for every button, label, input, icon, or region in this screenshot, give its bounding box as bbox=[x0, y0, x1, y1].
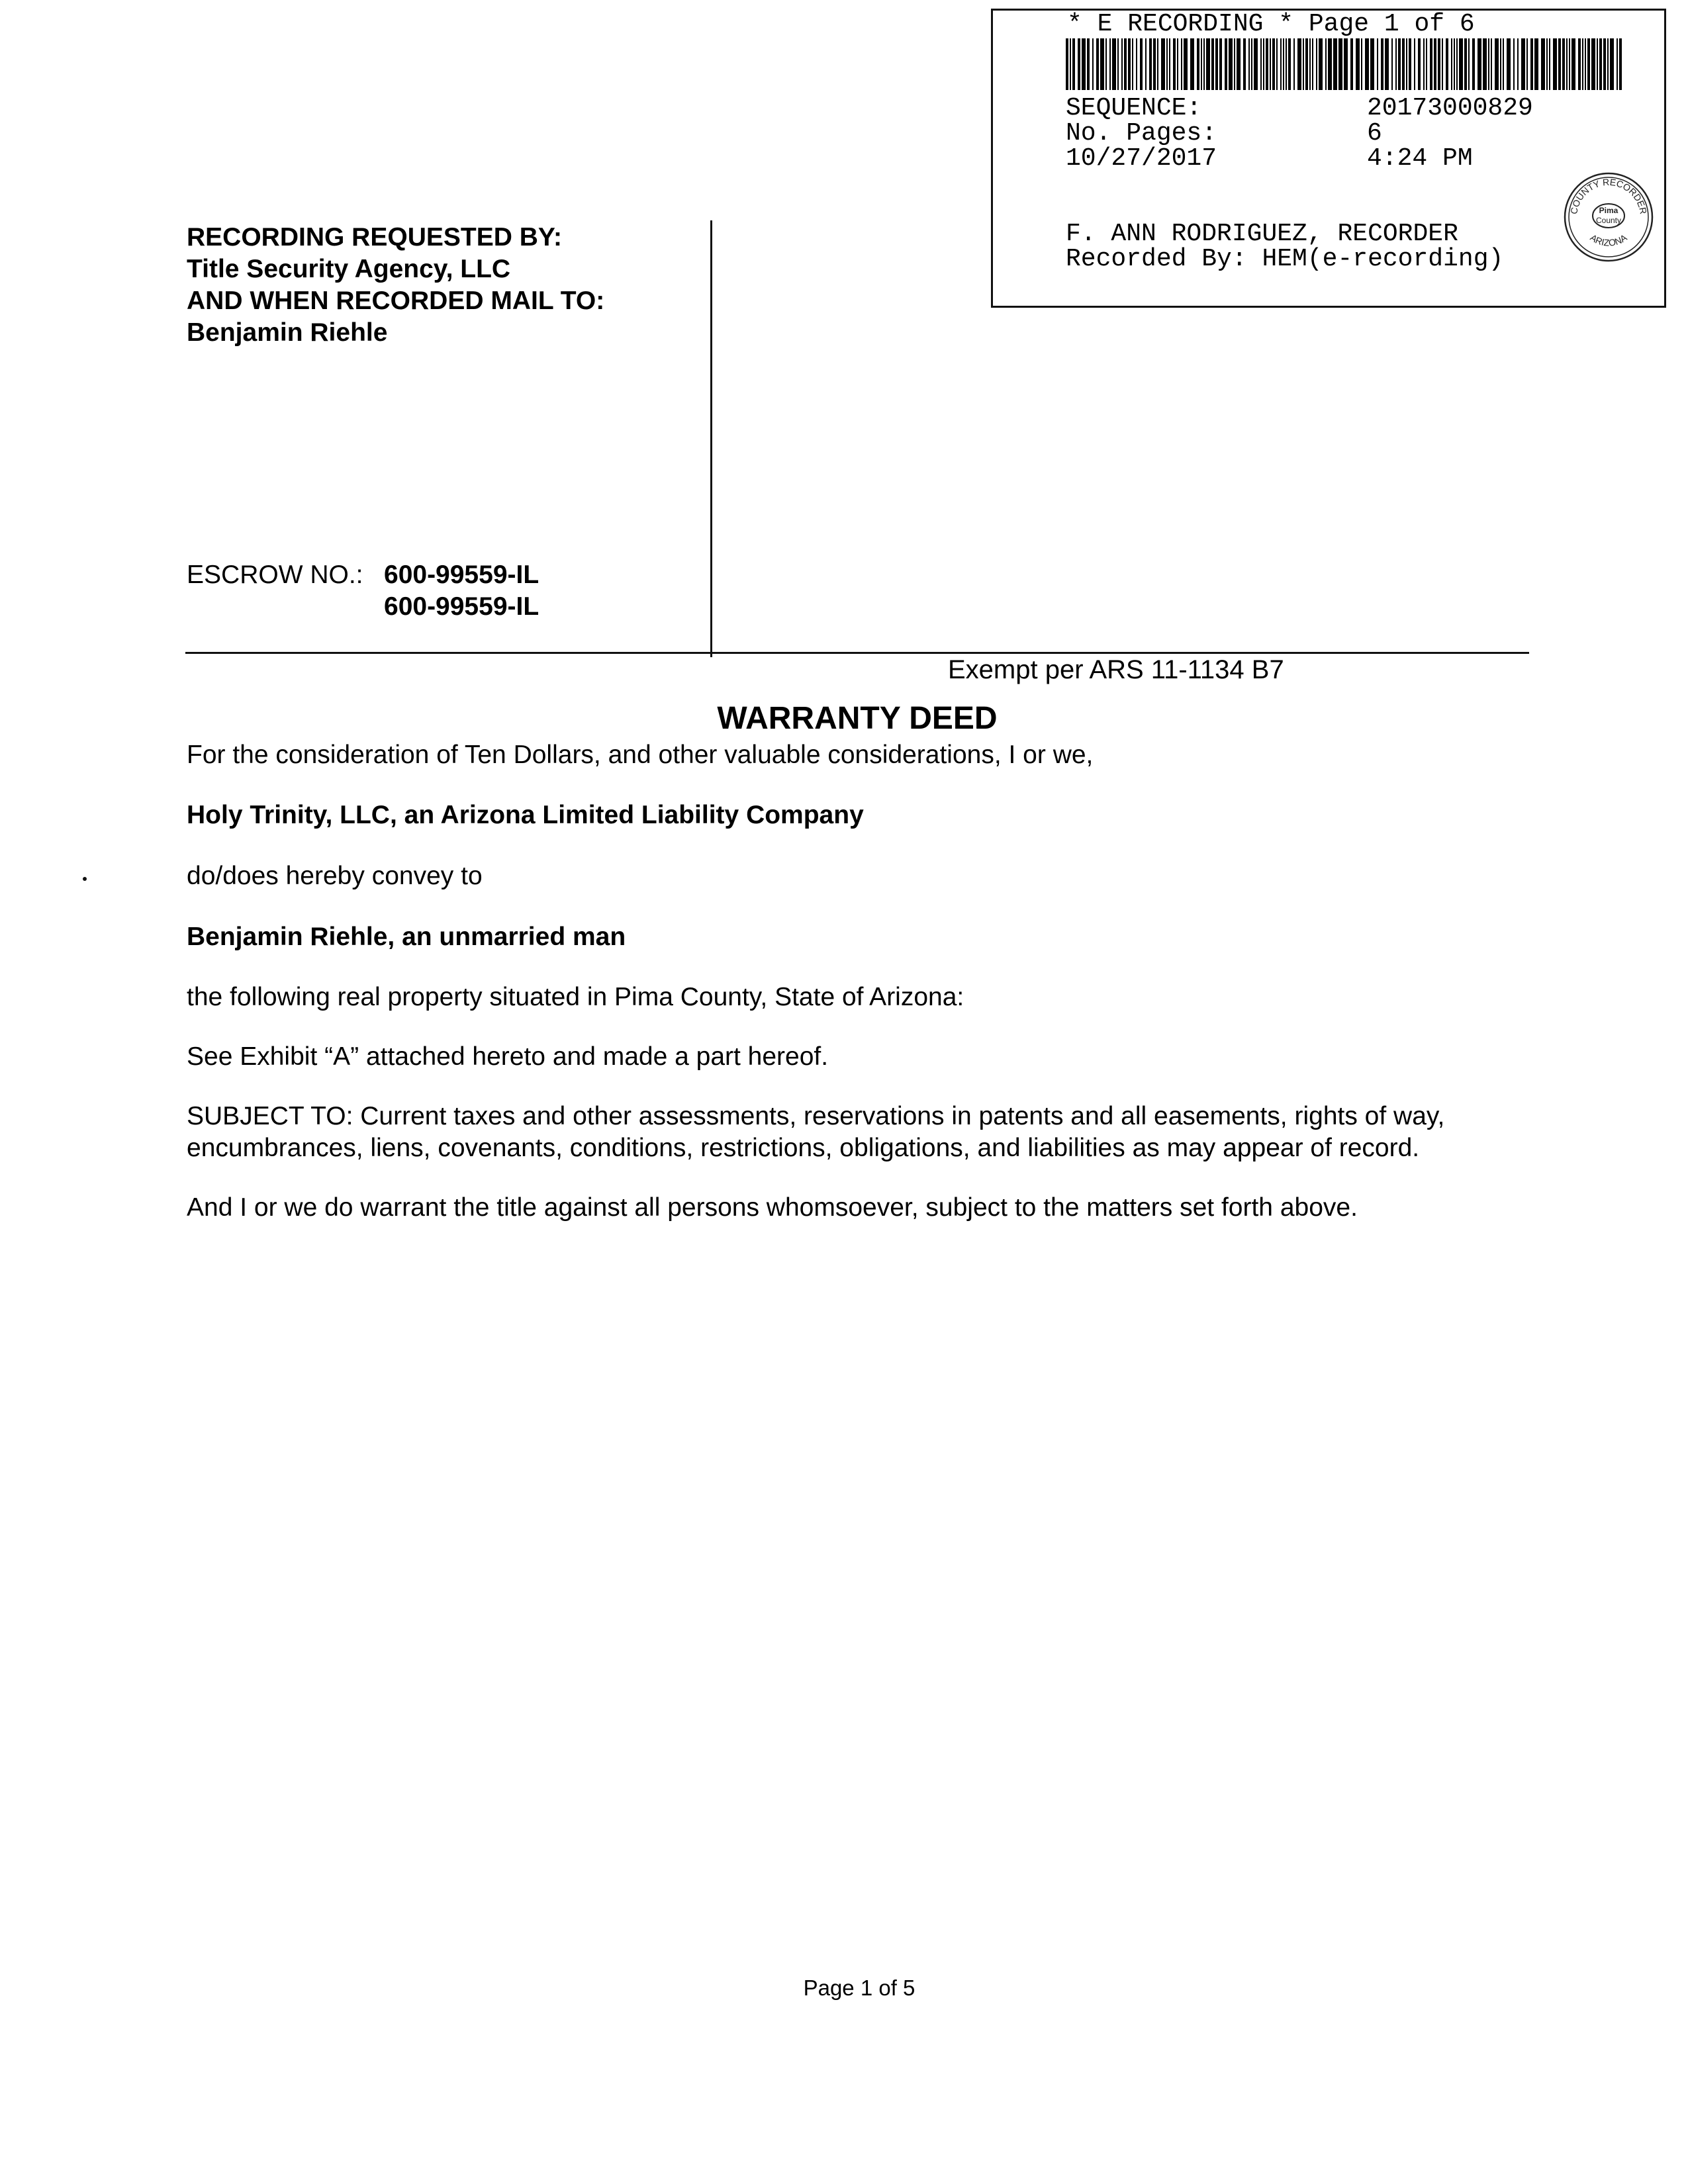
recording-requested-label: RECORDING REQUESTED BY: bbox=[187, 223, 562, 251]
svg-text:Pima: Pima bbox=[1599, 206, 1618, 215]
grantee: Benjamin Riehle, an unmarried man bbox=[187, 923, 626, 951]
escrow-number: 600-99559-IL bbox=[384, 561, 539, 589]
scan-speck bbox=[83, 877, 87, 881]
recorder-name: F. ANN RODRIGUEZ, RECORDER bbox=[1066, 220, 1458, 248]
stamp-header: * E RECORDING * Page 1 of 6 bbox=[1067, 10, 1475, 38]
requested-by: Title Security Agency, LLC bbox=[187, 255, 511, 283]
page-number: Page 1 of 5 bbox=[803, 1976, 915, 2000]
recorded-by: Recorded By: HEM(e-recording) bbox=[1066, 245, 1504, 273]
barcode bbox=[1066, 38, 1622, 90]
consideration-text: For the consideration of Ten Dollars, and other valuable considerations, I or we, bbox=[187, 741, 1094, 769]
property-text: the following real property situated in Pima County, State of Arizona: bbox=[187, 983, 964, 1011]
record-time: 4:24 PM bbox=[1367, 144, 1473, 173]
subject-to-line: encumbrances, liens, covenants, conditions, restrictions, obligations, and liabilities as may appear of record. bbox=[187, 1134, 1420, 1162]
convey-text: do/does hereby convey to bbox=[187, 862, 483, 890]
warrant-text: And I or we do warrant the title against all persons whomsoever, subject to the matters set forth above. bbox=[187, 1193, 1358, 1222]
county-seal-icon bbox=[1562, 171, 1655, 263]
sequence-value: 20173000829 bbox=[1367, 94, 1533, 122]
svg-text:COUNTY RECORDER: COUNTY RECORDER bbox=[1568, 176, 1649, 215]
recording-stamp bbox=[991, 9, 1666, 308]
exempt-note: Exempt per ARS 11-1134 B7 bbox=[948, 655, 1284, 684]
pages-label: No. Pages: bbox=[1066, 119, 1217, 148]
mail-to-name: Benjamin Riehle bbox=[187, 318, 388, 347]
svg-text:County: County bbox=[1595, 216, 1622, 225]
svg-text:ARIZONA: ARIZONA bbox=[1588, 232, 1629, 248]
mail-to-label: AND WHEN RECORDED MAIL TO: bbox=[187, 287, 605, 315]
document-title: WARRANTY DEED bbox=[717, 701, 998, 736]
grantor: Holy Trinity, LLC, an Arizona Limited Liability Company bbox=[187, 801, 864, 829]
header-divider-vertical bbox=[710, 220, 712, 657]
subject-to-line: SUBJECT TO: Current taxes and other assessments, reservations in patents and all easements, rights of way, bbox=[187, 1102, 1445, 1130]
escrow-label: ESCROW NO.: bbox=[187, 561, 363, 589]
pages-value: 6 bbox=[1367, 119, 1382, 148]
sequence-label: SEQUENCE: bbox=[1066, 94, 1202, 122]
exhibit-text: See Exhibit “A” attached hereto and made a part hereof. bbox=[187, 1042, 829, 1071]
record-date: 10/27/2017 bbox=[1066, 144, 1217, 173]
escrow-number: 600-99559-IL bbox=[384, 592, 539, 621]
header-divider-horizontal bbox=[185, 652, 1529, 654]
